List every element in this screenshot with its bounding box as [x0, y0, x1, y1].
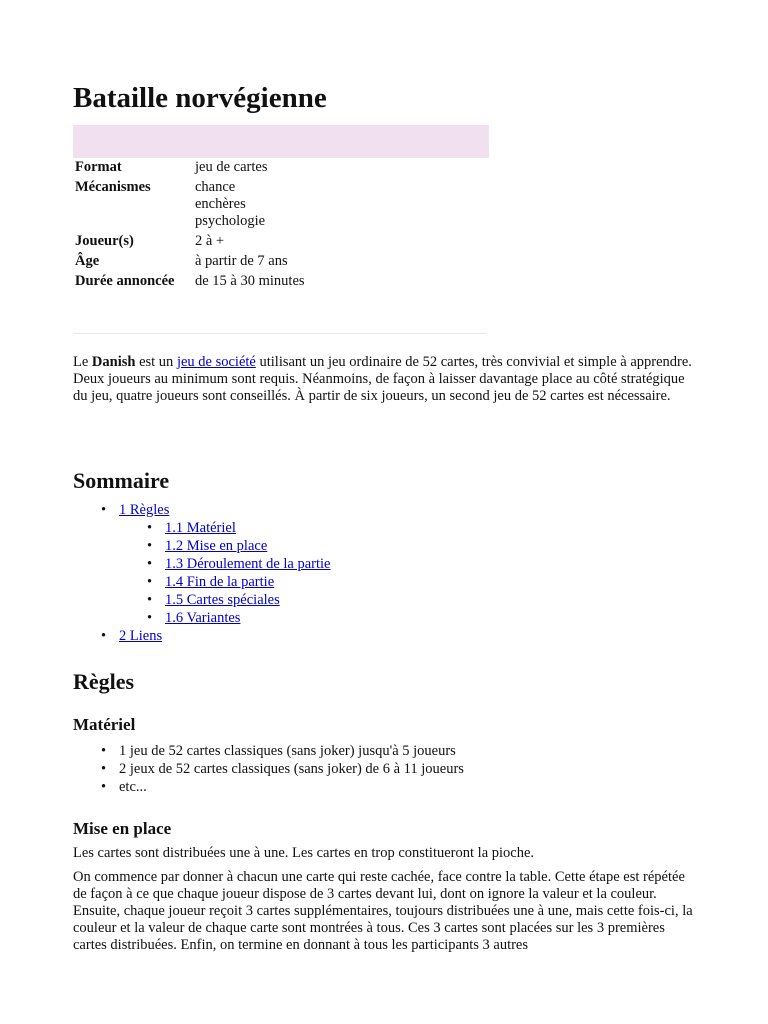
intro-bold-term: Danish: [91, 354, 136, 370]
toc-subitem: [119, 519, 330, 537]
section-heading-regles: Règles: [73, 669, 135, 694]
infobox-row: [73, 232, 493, 252]
infobox-value: de 15 à 30 minutes: [195, 273, 305, 289]
infobox-value-line: psychologie: [195, 213, 266, 229]
infobox: [73, 158, 493, 292]
toc-link-regles[interactable]: 1 Règles: [119, 502, 170, 518]
intro-paragraph: [73, 354, 701, 405]
infobox-label: Durée annoncée: [75, 273, 175, 289]
page-title: Bataille norvégienne: [73, 82, 327, 114]
paragraph: Les cartes sont distribuées une à une. Les cartes en trop constitueront la pioche.: [73, 845, 535, 861]
infobox-header-bar: [73, 125, 489, 158]
infobox-value: 2 à +: [195, 233, 225, 249]
table-of-contents: [73, 501, 330, 645]
infobox-row: [73, 252, 493, 272]
toc-subitem: [119, 573, 330, 591]
subsection-heading-materiel: Matériel: [73, 715, 136, 734]
infobox-label: Format: [75, 159, 122, 175]
toc-link-mise-en-place[interactable]: 1.2 Mise en place: [165, 538, 268, 554]
materiel-list: [73, 742, 464, 796]
infobox-label: Mécanismes: [75, 179, 151, 195]
infobox-row: [73, 178, 493, 232]
paragraph: On commence par donner à chacun une carte qui reste cachée, face contre la table. Cette étape est répétée de façon à ce que chaque joueur dispose de 3 cartes devant lui, dont on ignore la valeur et la couleur. Ensuite, chaque joueur reçoit 3 cartes supplémentaires, toujours distribuées une à une, mais cette fois-ci, la couleur et la valeur de chaque carte sont montrées à tous. Ces 3 cartes sont placées sur les 3 premières cartes distribuées. Enfin, on termine en donnant à tous les participants 3 autres: [73, 869, 693, 953]
toc-link-materiel[interactable]: 1.1 Matériel: [165, 520, 236, 536]
toc-link-variantes[interactable]: 1.6 Variantes: [165, 610, 241, 626]
toc-link-cartes-speciales[interactable]: 1.5 Cartes spéciales: [165, 592, 280, 608]
infobox-row: [73, 272, 493, 292]
infobox-value: jeu de cartes: [195, 159, 268, 175]
toc-item: [73, 501, 330, 627]
intro-text: est un: [135, 354, 177, 370]
intro-text: utilisant un jeu ordinaire de 52 cartes, très convivial et simple à apprendre. Deux joueurs au minimum sont requis. Néanmoins, de façon à laisser davantage place au côté stratégique du jeu, quatre joueurs sont conseillés. À partir de six joueurs, un second jeu de 52 cartes est nécessaire.: [73, 354, 692, 404]
toc-heading: Sommaire: [73, 468, 170, 493]
infobox-value: [191, 178, 493, 232]
jeu-de-societe-link[interactable]: jeu de société: [176, 354, 256, 370]
toc-link-liens[interactable]: 2 Liens: [119, 628, 163, 644]
toc-link-fin-de-partie[interactable]: 1.4 Fin de la partie: [165, 574, 275, 590]
intro-text: Le: [73, 354, 92, 370]
list-item: • 2 jeux de 52 cartes classiques (sans joker) de 6 à 11 joueurs: [73, 760, 464, 778]
toc-subitem: [119, 555, 330, 573]
list-item: • etc...: [73, 778, 464, 796]
divider: [73, 333, 487, 334]
toc-subitem: [119, 609, 330, 627]
infobox-value-line: chance: [195, 179, 236, 195]
infobox-value-line: enchères: [195, 196, 246, 212]
list-item: • 1 jeu de 52 cartes classiques (sans joker) jusqu'à 5 joueurs: [73, 742, 464, 760]
toc-sublist: [119, 519, 330, 627]
infobox-row: [73, 158, 493, 178]
infobox-label: Âge: [75, 253, 100, 269]
toc-link-deroulement[interactable]: 1.3 Déroulement de la partie: [165, 556, 331, 572]
toc-item: [73, 627, 330, 645]
toc-subitem: [119, 591, 330, 609]
infobox-label: Joueur(s): [75, 233, 134, 249]
infobox-value: à partir de 7 ans: [195, 253, 288, 269]
toc-subitem: [119, 537, 330, 555]
subsection-heading-mise-en-place: Mise en place: [73, 819, 172, 838]
